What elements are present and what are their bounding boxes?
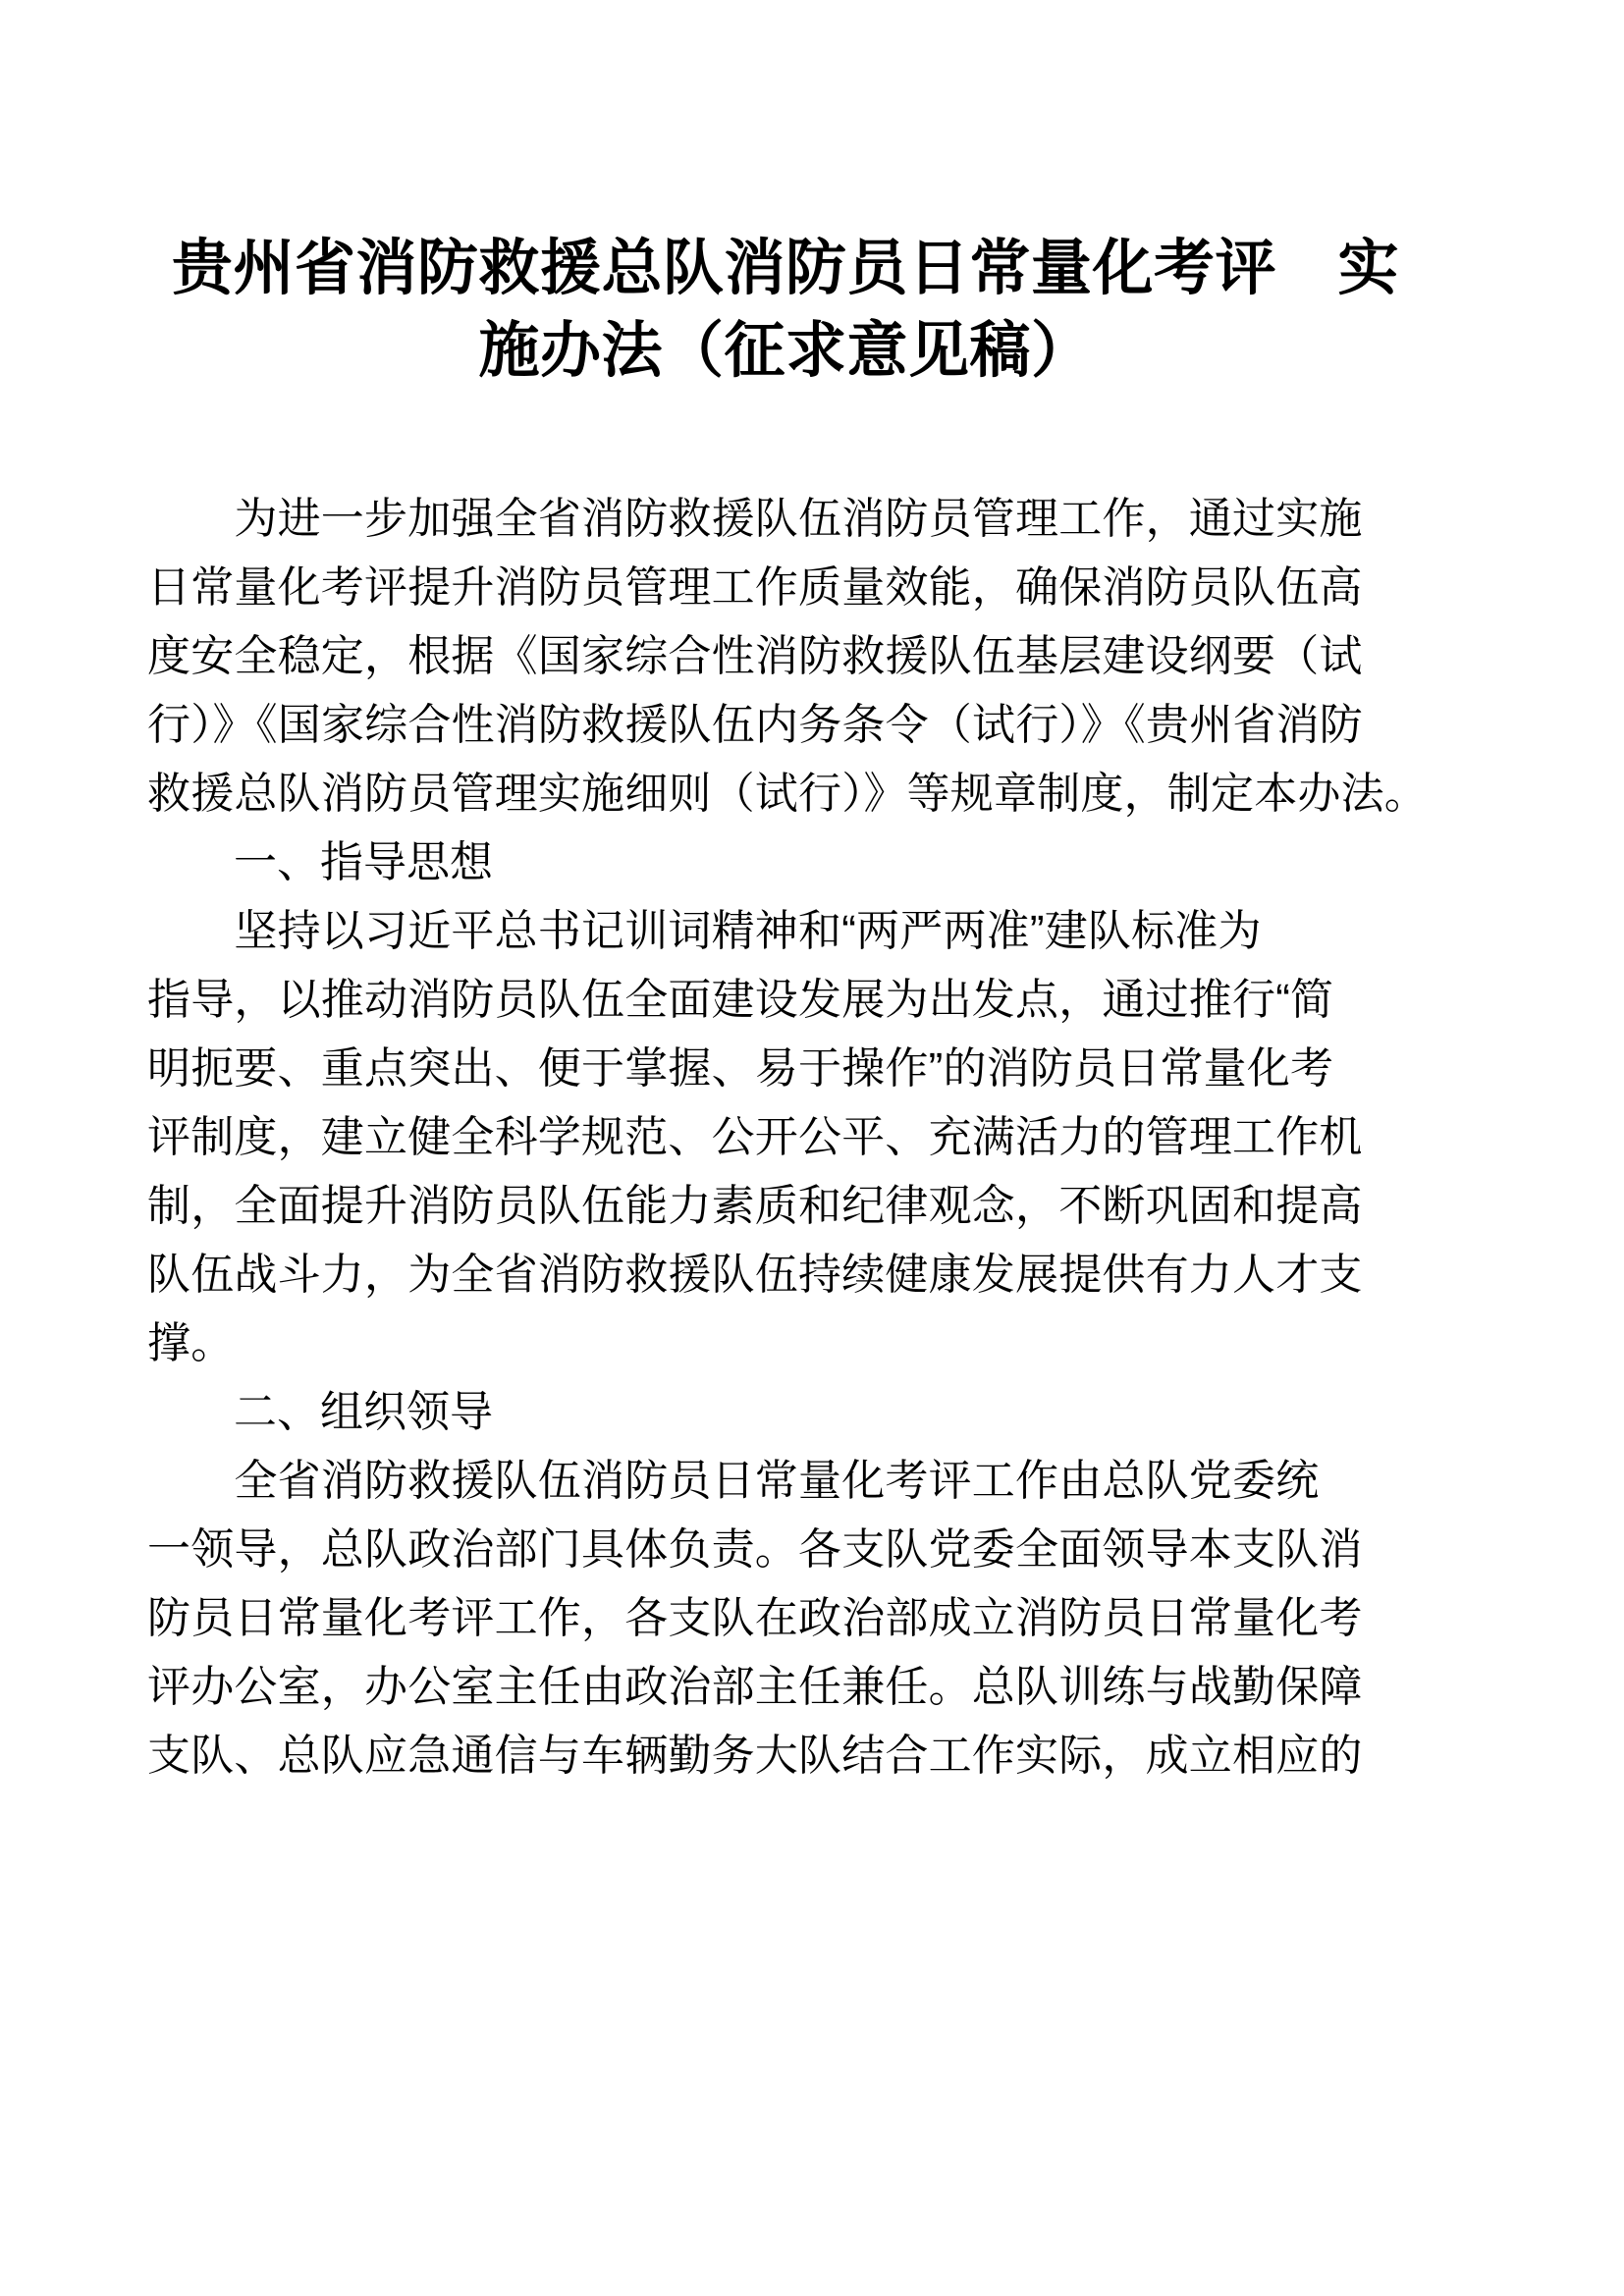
- section-1-line-3: 明扼要、重点突出、便于掌握、易于操作”的消防员日常量化考: [147, 1044, 1334, 1093]
- document-body: [147, 0, 1428, 1790]
- document-title-heading: [147, 228, 1424, 393]
- section-2-line-1: 全省消防救援队伍消防员日常量化考评工作由总队党委统: [147, 1457, 1320, 1505]
- preamble-line-3: 度安全稳定，根据《国家综合性消防救援队伍基层建设纲要（试: [147, 632, 1363, 680]
- section-1-line-1: 坚持以习近平总书记训词精神和“两严两准”建队标准为: [147, 907, 1262, 955]
- section-2-line-2: 一领导，总队政治部门具体负责。各支队党委全面领导本支队消: [147, 1525, 1363, 1574]
- document-title: [147, 228, 1424, 393]
- title-body-spacer: [147, 393, 1424, 485]
- document-title-line-2: 施办法（征求意见稿）: [478, 317, 1093, 385]
- section-2-line-5: 支队、总队应急通信与车辆勤务大队结合工作实际，成立相应的: [147, 1732, 1363, 1780]
- section-1-line-2: 指导，以推动消防员队伍全面建设发展为出发点，通过推行“简: [147, 976, 1334, 1024]
- document-title-line-1: 贵州省消防救援总队消防员日常量化考评 实: [171, 235, 1399, 302]
- section-1-line-4: 评制度，建立健全科学规范、公开公平、充满活力的管理工作机: [147, 1113, 1363, 1161]
- section-1-line-5: 制，全面提升消防员队伍能力素质和纪律观念，不断巩固和提高: [147, 1182, 1363, 1230]
- section-2-line-3: 防员日常量化考评工作，各支队在政治部成立消防员日常量化考: [147, 1594, 1363, 1642]
- section-1-paragraph: [147, 897, 1424, 1378]
- section-heading-2: 二、组织领导: [234, 1388, 493, 1436]
- section-heading-1: 一、指导思想: [234, 838, 493, 886]
- preamble-line-1: 为进一步加强全省消防救援队伍消防员管理工作，通过实施: [147, 495, 1363, 543]
- section-2-paragraph: [147, 1447, 1424, 1790]
- section-2-line-4: 评办公室，办公室主任由政治部主任兼任。总队训练与战勤保障: [147, 1663, 1363, 1711]
- preamble-line-4: 行）》《国家综合性消防救援队伍内务条令（试行）》《贵州省消防: [147, 701, 1363, 749]
- preamble-paragraph: [147, 485, 1428, 828]
- section-1-line-7: 撑。: [147, 1319, 235, 1367]
- section-1-line-6: 队伍战斗力，为全省消防救援队伍持续健康发展提供有力人才支: [147, 1251, 1363, 1299]
- preamble-line-2: 日常量化考评提升消防员管理工作质量效能，确保消防员队伍高: [147, 563, 1363, 612]
- preamble-line-5: 救援总队消防员管理实施细则（试行）》等规章制度，制定本办法。: [147, 770, 1428, 818]
